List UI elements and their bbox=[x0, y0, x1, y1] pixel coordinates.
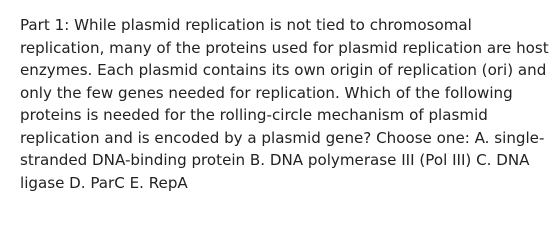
question-text: Part 1: While plasmid replication is not tied to chromosomal replication, many of the proteins used for plasmid replication are host enzymes. Each plasmid contains its own origin of replication (ori) and only the few genes needed for replication. Which of the following proteins is needed for the rolling-circle mechanism of plasmid replication and is encoded by a plasmid gene? Choose one: A. single-stranded DNA-binding protein B. DNA polymerase III (Pol III) C. DNA ligase D. ParC E. RepA bbox=[20, 16, 549, 192]
